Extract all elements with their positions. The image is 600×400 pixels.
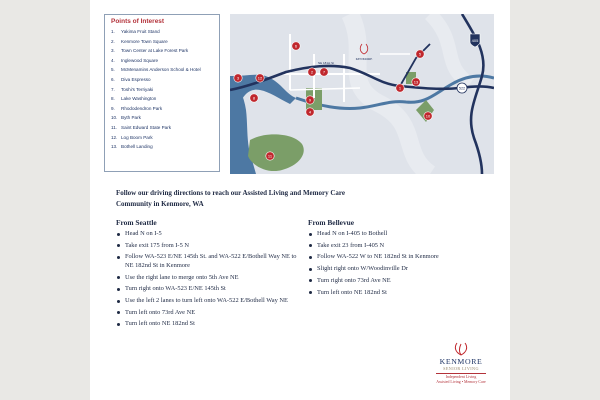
seattle-step [116, 320, 301, 328]
poi-item [111, 133, 215, 143]
poi-number: 6. [111, 76, 115, 82]
step-text: Take exit 175 from I-5 N [125, 241, 189, 249]
step-text: Slight right onto W/Woodinville Dr [317, 265, 408, 273]
seattle-step [116, 285, 301, 293]
shield-522-label: 522 [458, 86, 466, 91]
marker-number: 6 [294, 43, 298, 49]
bullet-icon [309, 268, 312, 271]
poi-item [111, 85, 215, 95]
step-text: Use the right lane to merge onto 5th Ave NE [125, 273, 239, 281]
poi-number: 7. [111, 86, 115, 92]
poi-label: Diva Espresso [121, 76, 151, 82]
poi-title: Points of Interest [111, 18, 165, 25]
seattle-step [116, 274, 301, 282]
poi-number: 8. [111, 96, 115, 102]
poi-number: 12. [111, 134, 118, 140]
poi-marker [256, 74, 264, 82]
poi-marker [396, 84, 404, 92]
poi-marker [412, 78, 420, 86]
bullet-icon [309, 256, 312, 259]
seattle-step [116, 242, 301, 250]
marker-number: 10 [425, 113, 431, 119]
poi-number: 2. [111, 38, 115, 44]
poi-item [111, 142, 215, 152]
poi-number: 13. [111, 144, 118, 150]
seattle-step [116, 230, 301, 238]
seattle-step [116, 297, 301, 305]
step-text: Head N on I-5 [125, 230, 162, 237]
bellevue-step [308, 230, 488, 238]
poi-number: 1. [111, 29, 115, 34]
logo-tagline-1: Independent Living [445, 374, 477, 379]
step-text: Head N on I-405 to Bothell [317, 230, 388, 237]
poi-item [111, 27, 215, 37]
marker-number: 11 [267, 153, 273, 159]
bellevue-step [308, 242, 488, 250]
step-text: Turn right onto WA-523 E/NE 145th St [125, 285, 226, 293]
poi-marker [250, 94, 258, 102]
bullet-icon [309, 291, 312, 294]
leaf-logo-icon [453, 342, 469, 356]
poi-item [111, 75, 215, 85]
poi-label: Byth Park [121, 115, 141, 121]
poi-number: 4. [111, 57, 115, 63]
step-text: Turn left onto NE 182nd St [317, 288, 387, 296]
marker-number: 1 [398, 85, 402, 91]
marker-number: 3 [236, 75, 240, 81]
bellevue-step [308, 289, 488, 297]
poi-marker [292, 42, 300, 50]
map-svg [230, 14, 494, 174]
bullet-icon [117, 300, 120, 303]
marker-number: 12 [257, 75, 263, 81]
brochure-page [90, 0, 510, 400]
poi-marker [234, 74, 242, 82]
bullet-icon [117, 288, 120, 291]
poi-number: 3. [111, 48, 115, 54]
poi-label: McMenamins Anderson School & Hotel [121, 67, 201, 73]
poi-label: Lake Washington [121, 96, 157, 102]
step-text: Turn left onto 73rd Ave NE [125, 308, 196, 316]
marker-number: 13 [413, 79, 419, 85]
poi-marker [306, 96, 314, 104]
bellevue-step [308, 265, 488, 273]
bullet-icon [309, 244, 312, 247]
directions-intro: Follow our driving directions to reach our Assisted Living and Memory Care Community in Kenmore, WA [116, 189, 345, 208]
kenmore-logo [426, 342, 496, 385]
bullet-icon [117, 256, 120, 259]
poi-label: Town Center at Lake Forest Park [121, 48, 189, 54]
poi-label: Yakima Fruit Stand [121, 29, 160, 34]
poi-label: Saint Edward State Park [121, 124, 172, 130]
poi-list [111, 27, 215, 152]
shield-405 [470, 34, 480, 47]
poi-marker [266, 152, 274, 160]
bellevue-step [308, 277, 488, 285]
shield-522 [457, 83, 467, 93]
poi-item [111, 56, 215, 66]
area-map [230, 14, 494, 174]
poi-number: 11. [111, 124, 118, 130]
poi-number: 9. [111, 105, 115, 111]
directions-from-seattle [116, 218, 301, 332]
poi-number: 10. [111, 115, 118, 121]
marker-number: 5 [418, 51, 422, 57]
bullet-icon [309, 233, 312, 236]
poi-marker [306, 108, 314, 116]
poi-item [111, 113, 215, 123]
marker-number: 2 [310, 69, 314, 75]
bellevue-steps [308, 230, 488, 297]
directions-from-bellevue [308, 218, 488, 300]
poi-marker [320, 68, 328, 76]
poi-label: Inglewood Square [121, 57, 159, 63]
marker-number: 7 [322, 69, 326, 75]
poi-label: Log Boom Park [121, 134, 153, 140]
poi-item [111, 46, 215, 56]
step-text: Use the left 2 lanes to turn left onto WA-522 E/Bothell Way NE [125, 296, 288, 304]
step-text: Follow WA-523 E/NE 145th St. and WA-522 E/Bothell Way NE to NE 182nd St in Kenmore [125, 253, 297, 269]
bellevue-title: From Bellevue [308, 218, 355, 227]
logo-name: KENMORE [439, 357, 483, 366]
poi-label: Kenmore Town Square [121, 38, 168, 44]
poi-marker [416, 50, 424, 58]
step-text: Follow WA-522 W to NE 182nd St in Kenmore [317, 253, 439, 261]
seattle-title: From Seattle [116, 218, 157, 227]
bellevue-step [308, 253, 488, 261]
poi-label: Rhododendron Park [121, 105, 163, 111]
poi-item [111, 94, 215, 104]
logo-tagline-2: Assisted Living • Memory Care [436, 379, 486, 384]
poi-number: 5. [111, 67, 115, 73]
seattle-step [116, 253, 301, 270]
points-of-interest-box [104, 14, 220, 172]
shield-405-label: 405 [471, 38, 479, 43]
bullet-icon [117, 233, 120, 236]
poi-label: Toshi's Terriyaki [121, 86, 154, 92]
kenmore-map-label: KENMORE [355, 57, 373, 61]
street-label: NE 181st St [318, 61, 335, 65]
step-text: Turn right onto 73rd Ave NE [317, 276, 391, 284]
bullet-icon [117, 276, 120, 279]
logo-divider [436, 373, 486, 374]
bullet-icon [117, 323, 120, 326]
step-text: Take exit 23 from I-405 N [317, 241, 385, 249]
seattle-step [116, 309, 301, 317]
poi-item [111, 104, 215, 114]
poi-label: Bothell Landing [121, 144, 153, 150]
bullet-icon [117, 311, 120, 314]
marker-number: 9 [308, 97, 312, 103]
bullet-icon [309, 279, 312, 282]
poi-marker [308, 68, 316, 76]
poi-marker [424, 112, 432, 120]
poi-item [111, 37, 215, 47]
bullet-icon [117, 244, 120, 247]
seattle-steps [116, 230, 301, 329]
poi-item [111, 65, 215, 75]
marker-number: 4 [308, 109, 312, 115]
step-text: Turn left onto NE 182nd St [125, 320, 195, 328]
logo-subtitle: SENIOR LIVING [443, 366, 479, 371]
marker-number: 8 [252, 95, 256, 101]
poi-item [111, 123, 215, 133]
